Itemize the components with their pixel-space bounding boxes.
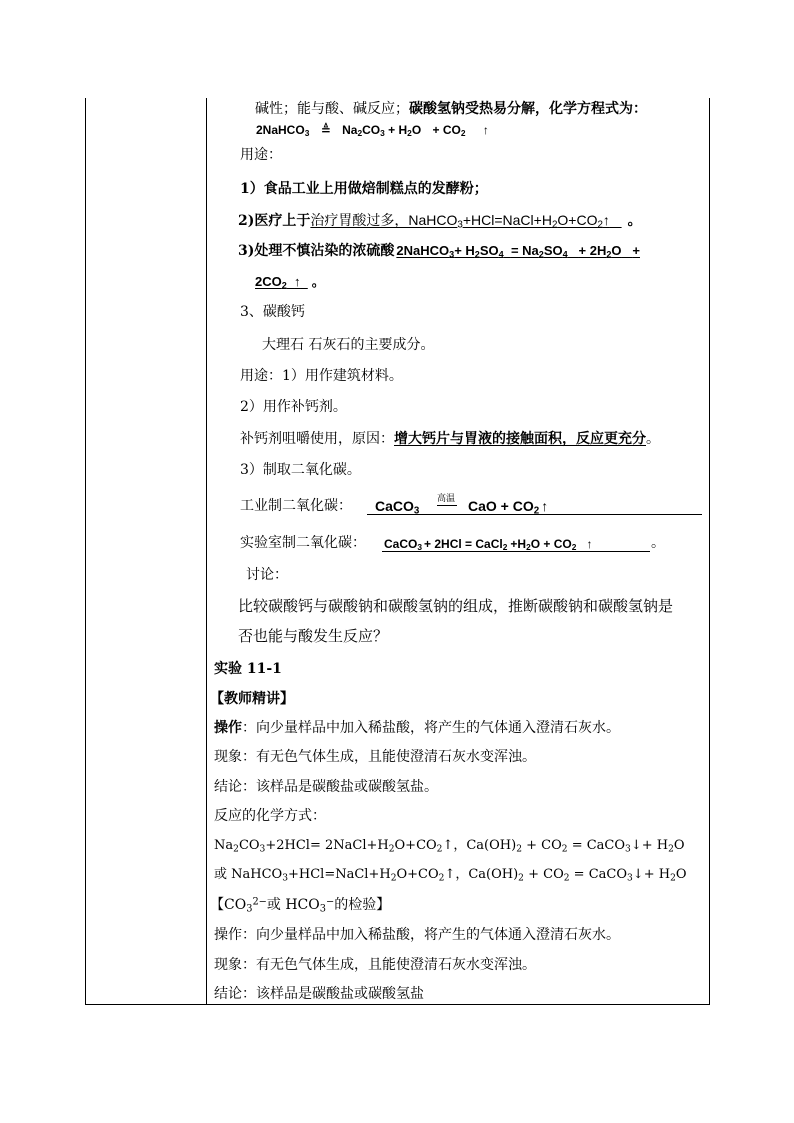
industrial-co2-equation: CaCO$_3$ [375, 498, 420, 517]
caco3-heading: 3、碳酸钙 [240, 304, 305, 320]
industrial-co2-products: CaO + $CO_2$ ↑ [468, 498, 549, 517]
caco3-composition: 大理石 石灰石的主要成分。 [262, 337, 435, 353]
uses-label: 用途： [240, 147, 282, 163]
operation-line: 操作：向少量样品中加入稀盐酸，将产生的气体通入澄清石灰水。 [214, 720, 620, 736]
use-baking-powder: 1）食品工业上用做焙制糕点的发酵粉； [240, 181, 488, 197]
discussion-label: 讨论： [246, 567, 288, 583]
discussion-line-2: 否也能与酸发生反应？ [238, 627, 389, 645]
reaction-label: 反应的化学方式： [214, 808, 326, 824]
ion-test-heading: 【$CO_3^{2-}$或 $HCO_3^-$的检验】 [210, 896, 391, 915]
lab-co2-equation: CaCO$_3$ + 2HCl = CaCl$_2$ $+H_2O + CO_2$ ↑ [384, 537, 593, 553]
condition-bar [437, 505, 457, 506]
sulfuric-acid-equation: 2NaHCO$_3$+ $H_2SO_4 = Na_2SO_4$ + $2H_2O$ + [396, 243, 640, 260]
lab-co2-label: 实验室制二氧化碳： [240, 535, 366, 551]
industrial-answer-line [367, 514, 702, 515]
conclusion-line-2: 结论：该样品是碳酸盐或碳酸氢盐 [214, 986, 424, 1002]
alkaline-text: 碱性；能与酸、碱反应； [255, 101, 409, 117]
conclusion-line: 结论：该样品是碳酸盐或碳酸氢盐。 [214, 779, 438, 795]
nahco3-properties-line [255, 100, 647, 118]
operation-line-2: 操作：向少量样品中加入稀盐酸，将产生的气体通入澄清石灰水。 [214, 927, 620, 943]
caco3-use-calcium: 2）用作补钙剂。 [240, 399, 347, 415]
use-sulfuric-acid: 3)处理不慎沾染的浓硫酸 2NaHCO$_3$+ $H_2SO_4 = Na_2SO_4$ + $2H_2O$ + [238, 243, 640, 260]
reaction-equation-2: 或 $NaHCO_3+HCl=NaCl+H_2O+CO_2↑$，$Ca(OH)_2 + CO_2$ = CaCO$_3$↓+ $H_2O$ [214, 867, 687, 884]
teacher-heading: 【教师精讲】 [210, 691, 294, 707]
column-divider [206, 98, 207, 1005]
phenomenon-line-2: 现象：有无色气体生成，且能使澄清石灰水变浑浊。 [214, 957, 536, 973]
chewing-reason-answer: 增大钙片与胃液的接触面积，反应更充分 [394, 431, 646, 447]
reaction-equation-1: $Na_2CO_3+2HCl=$ $2NaCl+H_2O+CO_2↑$，$Ca(OH)_2 + CO_2$ = CaCO$_3$↓+ $H_2O$ [214, 838, 685, 855]
industrial-co2-label: 工业制二氧化碳： [240, 498, 352, 514]
decomposition-text: 碳酸氢钠受热易分解，化学方程式为： [409, 101, 647, 117]
discussion-line-1: 比较碳酸钙与碳酸钠和碳酸氢钠的组成，推断碳酸钠和碳酸氢钠是 [238, 597, 674, 615]
caco3-use-co2: 3）制取二氧化碳。 [240, 462, 361, 478]
phenomenon-line: 现象：有无色气体生成，且能使澄清石灰水变浑浊。 [214, 749, 536, 765]
sulfuric-acid-equation-cont: $2CO_2$ ↑ 。 [255, 274, 325, 291]
experiment-title: 实验 11-1 [214, 661, 282, 677]
chewing-reason: 补钙剂咀嚼使用，原因：增大钙片与胃液的接触面积，反应更充分。 [240, 431, 660, 447]
lab-eq-end: 。 [651, 535, 665, 551]
lab-answer-line [382, 551, 650, 552]
caco3-use-building: 用途：1）用作建筑材料。 [240, 368, 403, 384]
high-temp-condition: 高温 [437, 494, 456, 504]
decomposition-equation: 2NaHCO$_3$ ≜ $Na_2CO_3 + H_2O + CO_2$ ↑ [256, 123, 489, 139]
medical-answer: 治疗胃酸过多，$NaHCO_3+HCl=NaCl+H_2O+CO_2↑$ [310, 212, 610, 231]
use-medical: 2)医疗上于治疗胃酸过多，$NaHCO_3+HCl=NaCl+H_2O+CO_2↑$ 。 [238, 212, 642, 231]
